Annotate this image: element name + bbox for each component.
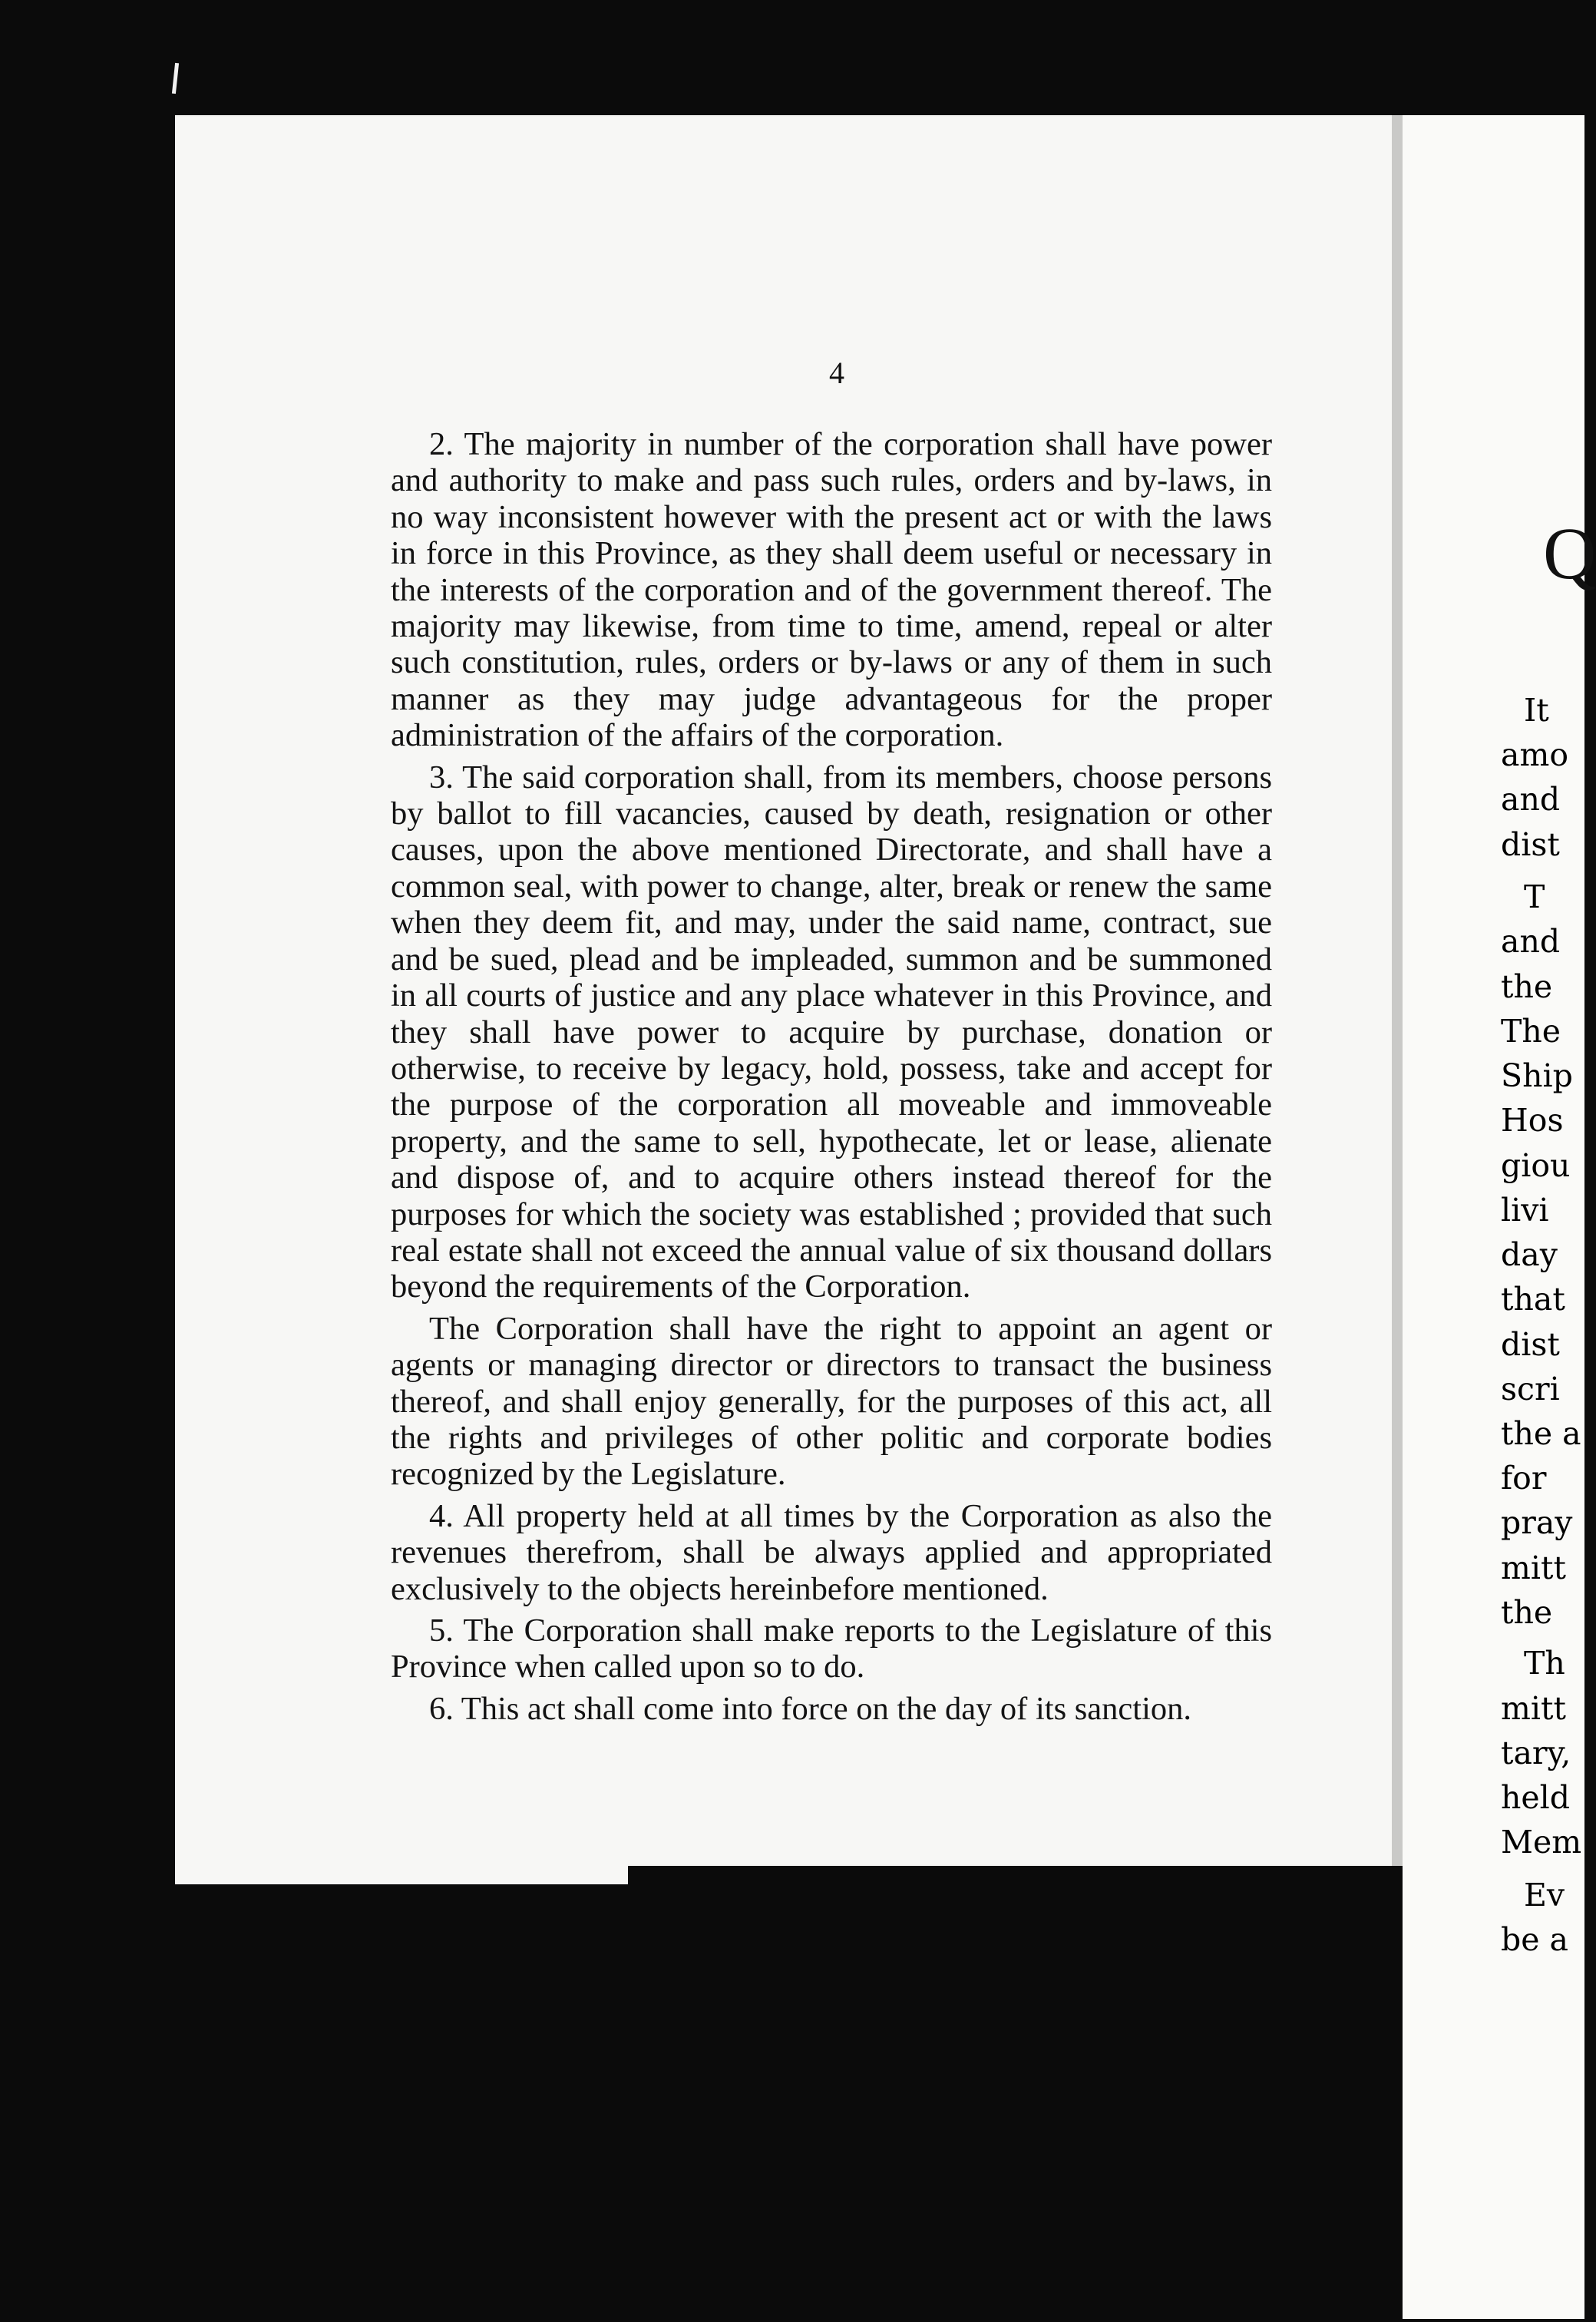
paragraph-section-5: 5. The Corporation shall make reports to the Legislature of this Province when called upon so to do. [391,1612,1272,1685]
paragraph-section-6: 6. This act shall come into force on the day of its sanction. [429,1690,1192,1727]
paragraph-corporation-agent: The Corporation shall have the right to appoint an agent or agents or managing director or directors to transact the business thereof, and shall enjoy generally, for the purposes of this act, all the rights and privileges of other politic and corporate bodies recognized by the Legislature. [391,1310,1272,1493]
right-page-line-fragment: be a [1501,1921,1568,1958]
right-page-line-fragment: Ev [1524,1877,1565,1914]
right-page-line-fragment: the a [1501,1415,1581,1452]
right-page-line-fragment: Hos [1501,1102,1564,1139]
right-page-line-fragment: mitt [1501,1690,1566,1727]
document-body [391,426,1272,1732]
right-page-line-fragment: Th [1524,1645,1565,1682]
right-page-line-fragment: day [1501,1236,1558,1273]
right-page-line-fragment: It [1524,692,1549,729]
right-page [1403,115,1584,2319]
right-page-line-fragment: and [1501,923,1561,960]
right-page-line-fragment: T [1524,878,1545,915]
page-edge-tab [175,1864,628,1884]
right-page-line-fragment: mitt [1501,1550,1566,1586]
paragraph-section-4: 4. All property held at all times by the Corporation as also the revenues therefrom, shall be always applied and appropriated exclusively to the objects hereinbefore mentioned. [391,1497,1272,1607]
right-page-line-fragment: the [1501,1594,1553,1631]
right-page-line-fragment: and [1501,781,1561,818]
right-page-line-fragment: Ship [1501,1057,1573,1094]
right-page-line-fragment: the [1501,968,1553,1005]
right-page-line-fragment: held [1501,1779,1571,1816]
right-page-line-fragment: for [1501,1460,1547,1497]
right-page-line-fragment: tary, [1501,1735,1571,1771]
right-page-line-fragment: dist [1501,826,1560,863]
right-page-line-fragment: dist [1501,1326,1560,1363]
paragraph-section-2: 2. The majority in number of the corporation shall have power and authority to make and pass such rules, orders and by-laws, in no way inconsistent however with the present act or with the laws in force in this Province, as they shall deem useful or necessary in the interests of the corporation and of the government thereof. The majority may likewise, from time to time, amend, repeal or alter such constitution, rules, orders or by-laws or any of them in such manner as they may judge advantageous for the proper administration of the affairs of the corporation. [391,426,1272,754]
right-page-line-fragment: giou [1501,1147,1571,1184]
right-page-line-fragment: that [1501,1281,1565,1318]
paragraph-section-3: 3. The said corporation shall, from its members, choose persons by ballot to fill vacancies, caused by death, resignation or other causes, upon the above mentioned Directorate, and shall have a common seal, with power to change, alter, break or renew the same when they deem fit, and may, under the said name, contract, sue and be sued, plead and be impleaded, summon and be summoned in all courts of justice and any place whatever in this Province, and they shall have power to acquire by purchase, donation or otherwise, to receive by legacy, hold, possess, take and accept for the purpose of the corporation all moveable and immoveable property, and the same to sell, hypothecate, let or lease, alienate and dispose of, and to acquire others instead thereof for the purposes for which the society was established ; provided that such real estate shall not exceed the annual value of six thousand dollars beyond the requirements of the Corporation. [391,759,1272,1305]
right-page-line-fragment: The [1501,1013,1561,1050]
scan-mark [172,63,179,94]
right-page-line-fragment: livi [1501,1192,1549,1229]
right-page-line-fragment: scri [1501,1371,1560,1407]
right-page-line-fragment: amo [1501,736,1569,773]
right-page-heading-fragment: Q [1543,512,1596,594]
right-page-line-fragment: pray [1501,1504,1573,1541]
page-gutter [1392,115,1403,1866]
right-page-line-fragment: Mem [1501,1824,1582,1861]
page-number: 4 [829,356,844,390]
